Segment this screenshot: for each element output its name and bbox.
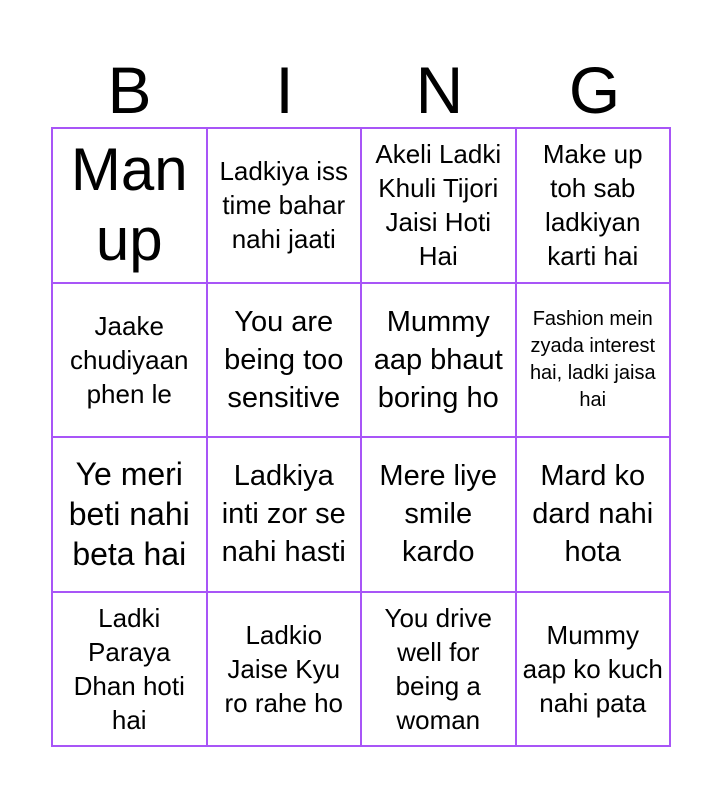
bingo-cell[interactable]: [53, 129, 208, 284]
header-letter-g: G: [568, 53, 621, 127]
cell-text: Mere liye smile kardo: [379, 460, 498, 569]
cell-text: Akeli Ladki Khuli Tijori Jaisi Hoti Hai: [375, 139, 502, 272]
cell-text: Man up: [70, 136, 188, 274]
bingo-header: [52, 52, 672, 128]
bingo-cell[interactable]: [53, 593, 208, 748]
bingo-cell[interactable]: [517, 438, 672, 593]
bingo-cell[interactable]: [362, 129, 517, 284]
cell-text: Ladkio Jaise Kyu ro rahe ho: [224, 619, 344, 718]
cell-text: Mard ko dard nahi hota: [532, 460, 654, 569]
bingo-cell[interactable]: [208, 129, 363, 284]
cell-text: Jaake chudiyaan phen le: [69, 310, 189, 409]
cell-text: Mummy aap ko kuch nahi pata: [522, 619, 663, 718]
bingo-cell[interactable]: [53, 438, 208, 593]
cell-text: Ye meri beti nahi beta hai: [68, 456, 190, 573]
header-letter-n: N: [415, 53, 464, 127]
cell-text: Ladkiya iss time bahar nahi jaati: [219, 156, 349, 255]
header-letter-i: I: [275, 53, 294, 127]
bingo-cell[interactable]: [208, 438, 363, 593]
bingo-cell[interactable]: [517, 129, 672, 284]
header-letter-b: B: [107, 53, 152, 127]
cell-text: You drive well for being a woman: [384, 602, 492, 735]
bingo-cell[interactable]: [208, 284, 363, 439]
bingo-cell[interactable]: [517, 284, 672, 439]
cell-text: You are being too sensitive: [224, 305, 344, 414]
cell-text: Mummy aap bhaut boring ho: [373, 305, 503, 414]
cell-text: Fashion mein zyada interest hai, ladki jaisa hai: [529, 307, 656, 411]
bingo-board: [51, 127, 671, 747]
bingo-cell[interactable]: [208, 593, 363, 748]
bingo-cell[interactable]: [53, 284, 208, 439]
bingo-cell[interactable]: [517, 593, 672, 748]
cell-text: Ladkiya inti zor se nahi hasti: [221, 460, 346, 569]
cell-text: Ladki Paraya Dhan hoti hai: [73, 602, 185, 735]
cell-text: Make up toh sab ladkiyan karti hai: [542, 139, 643, 272]
bingo-cell[interactable]: [362, 593, 517, 748]
bingo-cell[interactable]: [362, 284, 517, 439]
bingo-cell[interactable]: [362, 438, 517, 593]
